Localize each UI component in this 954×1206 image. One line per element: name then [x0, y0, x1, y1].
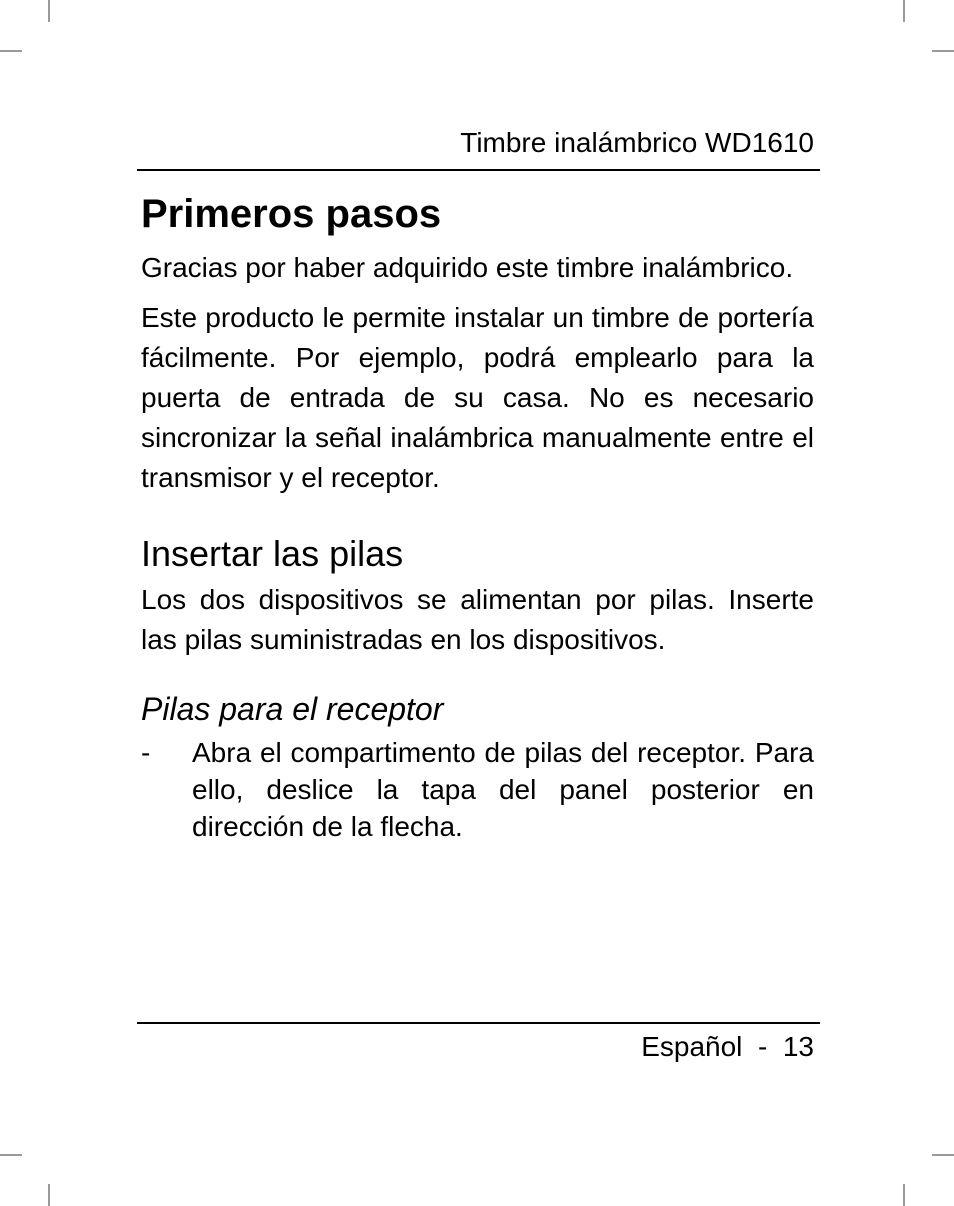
subsection-title: Pilas para el receptor — [141, 691, 444, 727]
crop-mark-top-left — [48, 0, 50, 22]
page-footer: Español - 13 — [641, 1031, 814, 1062]
crop-mark-bottom-right-horizontal — [932, 1154, 954, 1156]
crop-mark-top-left-horizontal — [0, 50, 22, 52]
crop-mark-bottom-left — [48, 1184, 50, 1206]
crop-mark-top-right — [903, 0, 905, 22]
crop-mark-top-right-horizontal — [932, 50, 954, 52]
bullet-marker: - — [141, 737, 151, 768]
footer-rule — [137, 1022, 820, 1024]
list-item — [141, 734, 814, 845]
running-header: Timbre inalámbrico WD1610 — [460, 127, 814, 158]
page-content — [141, 188, 814, 845]
crop-mark-bottom-right — [903, 1184, 905, 1206]
header-rule — [137, 169, 820, 171]
list-item-text: Abra el compartimento de pilas del receptor. Para ello, deslice la tapa del panel posterior en dirección de la flecha. — [192, 737, 814, 842]
page-title: Primeros pasos — [141, 192, 442, 236]
section-paragraph: Los dos dispositivos se alimentan por pilas. Inserte las pilas suministradas en los dispositivos. — [141, 584, 814, 655]
section-title: Insertar las pilas — [141, 533, 404, 574]
intro-paragraph-1: Gracias por haber adquirido este timbre inalámbrico. — [141, 252, 794, 283]
intro-paragraph-2: Este producto le permite instalar un timbre de portería fácilmente. Por ejemplo, podrá emplearlo para la puerta de entrada de su casa. No es necesario sincronizar la señal inalámbrica manualmente entre el transmisor y el receptor. — [141, 302, 814, 493]
crop-mark-bottom-left-horizontal — [0, 1154, 22, 1156]
